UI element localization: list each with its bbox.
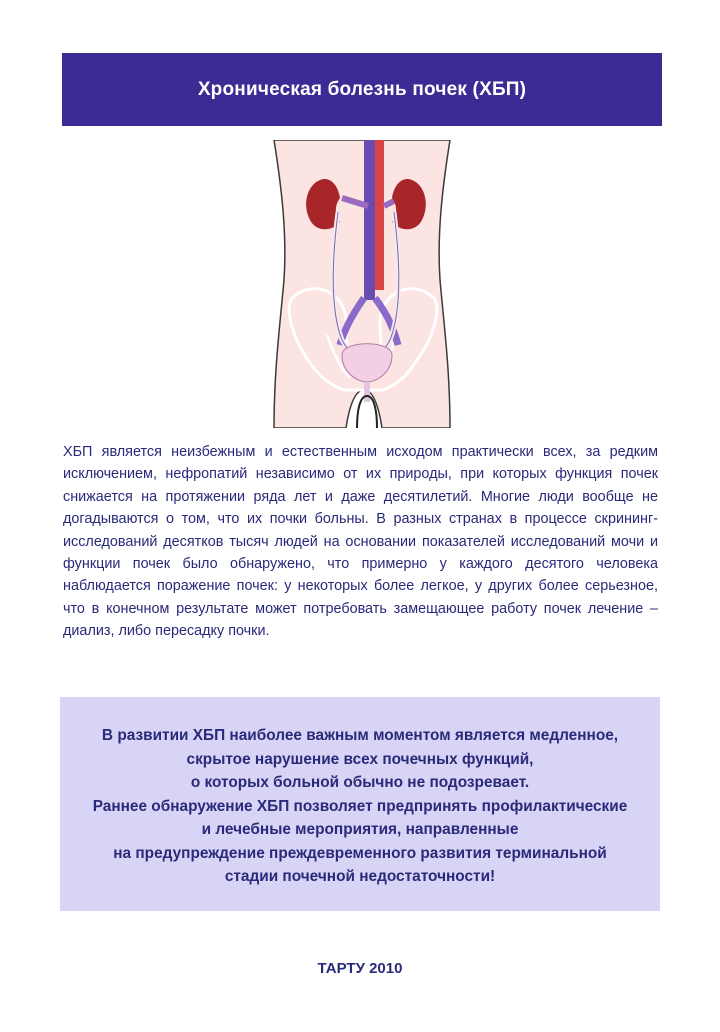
aorta <box>375 140 384 290</box>
vena-cava <box>364 140 375 300</box>
intro-paragraph: ХБП является неизбежным и естественным исходом практически всех, за редким исключением, нефропатий независимо от их природы, при которых функция почек снижается на протяжении ряда лет и даже десятилетий. Многие люди вообще не догадываются о том, что их почки больны. В разных странах в процессе скрининг-исследований десятков тысяч людей на основании показателей исследований мочи и функции почек было обнаружено, что примерно у каждого десятого человека наблюдается поражение почек: у некоторых более легкое, у других более серьезное, что в конечном результате может потребовать замещающее работу почек лечение – диализ, либо пересадку почки. <box>63 444 658 640</box>
title-banner <box>62 53 662 126</box>
key-message-callout <box>60 697 660 911</box>
kidney-anatomy-illustration <box>272 140 452 428</box>
page-title: Хроническая болезнь почек (ХБП) <box>197 78 527 100</box>
torso-silhouette <box>274 140 450 428</box>
callout-line: стадии почечной недостаточности! <box>224 868 496 885</box>
callout-line: Раннее обнаружение ХБП позволяет предпринять профилактические <box>92 797 628 815</box>
urethra <box>364 382 370 402</box>
callout-line: и лечебные мероприятия, направленные <box>201 821 519 838</box>
callout-line: В развитии ХБП наиболее важным моментом является медленное, <box>101 727 619 744</box>
callout-line: о которых больной обычно не подозревает. <box>190 774 530 791</box>
callout-line: на предупреждение преждевременного развития терминальной <box>113 844 607 862</box>
callout-line: скрытое нарушение всех почечных функций, <box>186 750 534 768</box>
footer-place-year: ТАРТУ 2010 <box>317 960 403 977</box>
